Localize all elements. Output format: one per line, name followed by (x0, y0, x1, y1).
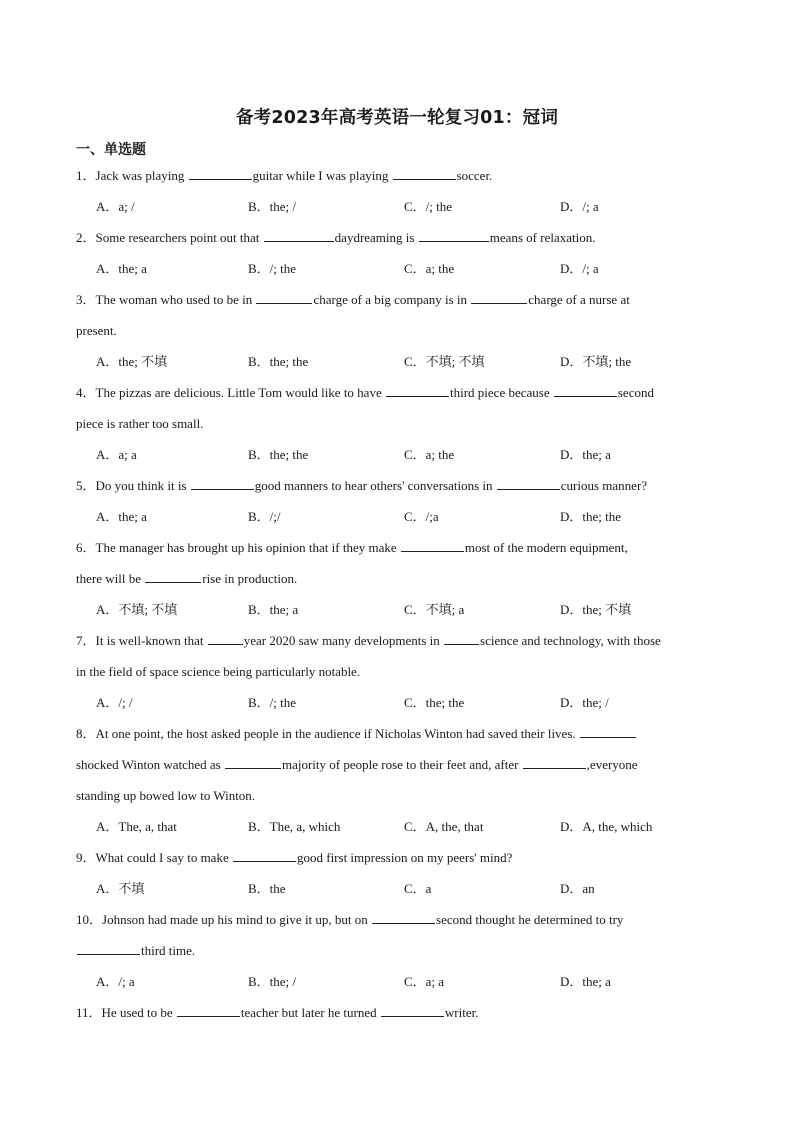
question-text-line (76, 563, 736, 594)
question-text: year 2020 saw many developments in (243, 633, 444, 648)
question-text: Jack was playing (95, 168, 188, 183)
answer-options (76, 253, 736, 284)
answer-options (76, 687, 736, 718)
question-text: Some researchers point out that (95, 230, 263, 245)
question-text-line (76, 935, 736, 966)
answer-options (76, 966, 736, 997)
answer-blank (401, 539, 464, 552)
question-number: 3． (76, 292, 96, 307)
option-c[interactable]: C．a (404, 881, 432, 896)
question-item (76, 625, 736, 718)
question-text: curious manner? (560, 478, 648, 493)
option-a[interactable]: A．the; a (96, 509, 147, 524)
question-item (76, 718, 736, 842)
answer-blank (225, 756, 281, 769)
question-number: 9． (76, 850, 96, 865)
answer-blank (444, 632, 479, 645)
question-text-line (76, 284, 736, 315)
question-text: Johnson had made up his mind to give it up, but on (102, 912, 372, 927)
option-a[interactable]: A．the; 不填 (96, 354, 168, 369)
option-b[interactable]: B．the; / (248, 974, 297, 989)
option-b[interactable]: B．the (248, 881, 286, 896)
answer-blank (208, 632, 243, 645)
option-c[interactable]: C．a; the (404, 447, 455, 462)
option-a[interactable]: A．the; a (96, 261, 147, 276)
option-d[interactable]: D．the; the (560, 509, 622, 524)
question-text: The woman who used to be in (95, 292, 256, 307)
answer-blank (233, 849, 296, 862)
question-number: 7． (76, 633, 96, 648)
question-text: shocked Winton watched as (76, 757, 224, 772)
option-b[interactable]: B．/; the (248, 695, 297, 710)
question-text: most of the modern equipment, (464, 540, 628, 555)
question-text-line (76, 656, 736, 687)
option-b[interactable]: B．The, a, which (248, 819, 341, 834)
answer-options (76, 191, 736, 222)
question-item (76, 377, 736, 470)
question-text-line (76, 470, 736, 501)
option-a[interactable]: A．不填 (96, 881, 145, 896)
answer-blank (189, 167, 252, 180)
question-text: It is well-known that (95, 633, 207, 648)
answer-options (76, 873, 736, 904)
question-item (76, 904, 736, 997)
section-heading: 一、单选题 (76, 142, 146, 158)
answer-blank (145, 570, 201, 583)
question-text: second thought he determined to try (436, 912, 624, 927)
option-b[interactable]: B．/;/ (248, 509, 281, 524)
option-b[interactable]: B．the; the (248, 354, 309, 369)
question-text: What could I say to make (95, 850, 232, 865)
option-a[interactable]: A．a; / (96, 199, 135, 214)
question-text: majority of people rose to their feet and, after (281, 757, 522, 772)
question-text-line (76, 625, 736, 656)
answer-blank (372, 911, 435, 924)
option-c[interactable]: C．/;a (404, 509, 439, 524)
option-a[interactable]: A．The, a, that (96, 819, 177, 834)
question-text: piece is rather too small. (76, 416, 204, 431)
option-c[interactable]: C．a; a (404, 974, 445, 989)
question-text-line (76, 377, 736, 408)
question-text: good first impression on my peers' mind? (296, 850, 513, 865)
question-text-line (76, 749, 736, 780)
question-text: in the field of space science being particularly notable. (76, 664, 361, 679)
option-d[interactable]: D．the; a (560, 974, 611, 989)
question-text: soccer. (456, 168, 493, 183)
answer-blank (580, 725, 636, 738)
question-number: 2． (76, 230, 96, 245)
question-item (76, 470, 736, 532)
question-item (76, 997, 736, 1028)
answer-blank (393, 167, 456, 180)
question-text: daydreaming is (334, 230, 418, 245)
option-a[interactable]: A．不填; 不填 (96, 602, 178, 617)
question-text: guitar while I was playing (252, 168, 392, 183)
question-text-line (76, 904, 736, 935)
question-text: The pizzas are delicious. Little Tom would like to have (95, 385, 385, 400)
question-number: 4． (76, 385, 96, 400)
option-d[interactable]: D．an (560, 881, 595, 896)
option-d[interactable]: D．/; a (560, 199, 599, 214)
question-text-line (76, 718, 736, 749)
option-b[interactable]: B．/; the (248, 261, 297, 276)
option-d[interactable]: D．the; a (560, 447, 611, 462)
question-text: At one point, the host asked people in the audience if Nicholas Winton had saved their lives. (95, 726, 579, 741)
question-number: 1． (76, 168, 96, 183)
option-a[interactable]: A．/; / (96, 695, 133, 710)
question-text: The manager has brought up his opinion that if they make (95, 540, 400, 555)
question-text: there will be (76, 571, 145, 586)
page-title: 备考2023年高考英语一轮复习01：冠词 (235, 108, 559, 128)
answer-blank (264, 229, 334, 242)
answer-options (76, 594, 736, 625)
question-text: He used to be (101, 1005, 176, 1020)
option-b[interactable]: B．the; a (248, 602, 299, 617)
question-number: 5． (76, 478, 96, 493)
option-c[interactable]: C．A, the, that (404, 819, 484, 834)
question-text: good manners to hear others' conversations in (254, 478, 496, 493)
question-text-line (76, 842, 736, 873)
answer-options (76, 811, 736, 842)
option-c[interactable]: C．不填; 不填 (404, 354, 485, 369)
question-text: rise in production. (202, 571, 298, 586)
question-item (76, 160, 736, 222)
question-number: 11． (76, 1005, 102, 1020)
question-text-line (76, 997, 736, 1028)
answer-blank (419, 229, 489, 242)
question-text-line (76, 532, 736, 563)
question-text: third piece because (449, 385, 553, 400)
question-item (76, 284, 736, 377)
answer-blank (523, 756, 586, 769)
question-text: present. (76, 323, 117, 338)
question-text: means of relaxation. (489, 230, 596, 245)
option-b[interactable]: B．the; the (248, 447, 309, 462)
option-d[interactable]: D．the; / (560, 695, 609, 710)
question-list (76, 160, 736, 1028)
question-text-line (76, 408, 736, 439)
option-a[interactable]: A．/; a (96, 974, 135, 989)
question-item (76, 532, 736, 625)
option-d[interactable]: D．the; 不填 (560, 602, 632, 617)
question-text-line (76, 780, 736, 811)
option-c[interactable]: C．/; the (404, 199, 453, 214)
option-d[interactable]: D．不填; the (560, 354, 632, 369)
question-number: 6． (76, 540, 96, 555)
option-c[interactable]: C．不填; a (404, 602, 465, 617)
question-text: Do you think it is (95, 478, 190, 493)
question-text: charge of a nurse at (528, 292, 630, 307)
question-text: third time. (141, 943, 196, 958)
question-text: teacher but later he turned (240, 1005, 380, 1020)
question-text-line (76, 315, 736, 346)
answer-blank (471, 291, 527, 304)
question-text: charge of a big company is in (313, 292, 471, 307)
answer-options (76, 346, 736, 377)
question-text: writer. (444, 1005, 479, 1020)
answer-blank (386, 384, 449, 397)
answer-options (76, 439, 736, 470)
answer-blank (256, 291, 312, 304)
option-b[interactable]: B．the; / (248, 199, 297, 214)
answer-blank (381, 1004, 444, 1017)
question-item (76, 842, 736, 904)
option-c[interactable]: C．the; the (404, 695, 465, 710)
answer-blank (191, 477, 254, 490)
answer-blank (77, 942, 140, 955)
answer-options (76, 501, 736, 532)
question-number: 10． (76, 912, 103, 927)
question-text: science and technology, with those (480, 633, 661, 648)
question-text-line (76, 160, 736, 191)
answer-blank (554, 384, 617, 397)
option-d[interactable]: D．/; a (560, 261, 599, 276)
answer-blank (497, 477, 560, 490)
question-item (76, 222, 736, 284)
option-c[interactable]: C．a; the (404, 261, 455, 276)
question-text: standing up bowed low to Winton. (76, 788, 256, 803)
answer-blank (177, 1004, 240, 1017)
option-a[interactable]: A．a; a (96, 447, 137, 462)
question-text: ,everyone (586, 757, 638, 772)
option-d[interactable]: D．A, the, which (560, 819, 653, 834)
question-text-line (76, 222, 736, 253)
question-text: second (617, 385, 654, 400)
question-number: 8． (76, 726, 96, 741)
